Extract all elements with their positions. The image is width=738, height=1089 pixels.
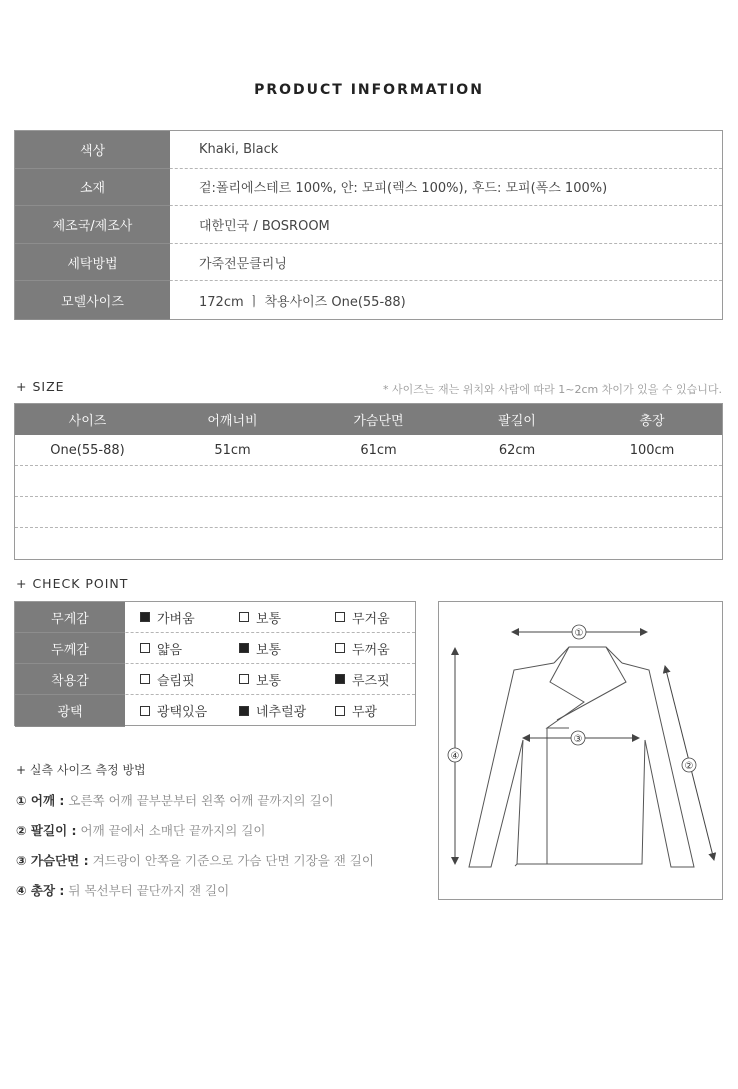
info-value: Khaki, Black (199, 141, 279, 157)
check-option (125, 664, 225, 694)
check-label: 광택 (15, 695, 125, 727)
info-label: 색상 (15, 131, 170, 169)
check-option (323, 602, 415, 632)
info-row-material (15, 169, 722, 207)
info-label: 소재 (15, 169, 170, 207)
info-value: 가죽전문클리닝 (199, 256, 287, 272)
checkbox-icon (239, 706, 249, 716)
marker-4: ④ (450, 751, 460, 762)
check-option (125, 633, 225, 663)
method-text: 어깨 끝에서 소매단 끝까지의 길이 (76, 823, 266, 838)
option-label: 두꺼움 (352, 642, 390, 658)
checkbox-icon (140, 612, 150, 622)
size-table-header (15, 404, 722, 435)
jacket-diagram-icon (439, 602, 724, 901)
option-label: 무거움 (352, 611, 390, 627)
option-label: 슬림핏 (157, 673, 195, 689)
check-row-thickness (15, 633, 415, 664)
method-label: ③ 가슴단면 : (16, 853, 89, 868)
check-option (225, 633, 323, 663)
check-option (225, 602, 323, 632)
check-label: 착용감 (15, 664, 125, 695)
option-label: 무광 (352, 705, 378, 720)
checkbox-icon (140, 706, 150, 716)
checkbox-icon (335, 706, 345, 716)
check-row-gloss (15, 695, 415, 726)
check-option (323, 633, 415, 663)
check-row-weight (15, 602, 415, 633)
check-row-fit (15, 664, 415, 695)
size-header-cell: 사이즈 (68, 414, 107, 429)
page-title: PRODUCT INFORMATION (254, 82, 484, 98)
table-row-empty (15, 497, 722, 528)
checkbox-icon (140, 674, 150, 684)
marker-3: ③ (573, 734, 583, 745)
info-label: 모델사이즈 (15, 281, 170, 320)
option-label: 보통 (256, 673, 282, 689)
option-label: 가벼움 (157, 611, 195, 627)
checkbox-icon (335, 612, 345, 622)
size-heading: + SIZE (16, 379, 65, 394)
size-cell: 51cm (214, 442, 251, 458)
check-point-table (14, 601, 416, 726)
method-label: ① 어깨 : (16, 793, 65, 808)
method-label: ④ 총장 : (16, 883, 65, 898)
checkbox-icon (239, 612, 249, 622)
method-item (16, 851, 374, 869)
info-row-manufacturer (15, 206, 722, 244)
option-label: 얇음 (157, 642, 183, 658)
method-item (16, 881, 229, 899)
check-label: 두께감 (15, 633, 125, 664)
table-row-empty (15, 466, 722, 497)
method-text: 오른쪽 어깨 끝부분부터 왼쪽 어깨 끝까지의 길이 (64, 793, 334, 808)
marker-1: ① (574, 628, 584, 639)
check-option (323, 695, 415, 726)
checkbox-icon (239, 674, 249, 684)
measurement-diagram (438, 601, 723, 900)
size-note: * 사이즈는 재는 위치와 사람에 따라 1~2cm 차이가 있을 수 있습니다. (383, 383, 722, 396)
info-value: 대한민국 / BOSROOM (199, 218, 330, 234)
method-title: + 실측 사이즈 측정 방법 (16, 763, 146, 777)
option-label: 루즈핏 (352, 673, 390, 689)
size-header-cell: 팔길이 (498, 414, 536, 429)
size-header-cell: 가슴단면 (353, 414, 404, 429)
check-label: 무게감 (15, 602, 125, 633)
checkbox-icon (140, 643, 150, 653)
size-cell: 100cm (629, 442, 675, 458)
info-row-color (15, 131, 722, 169)
size-cell: 61cm (360, 442, 397, 458)
check-option (323, 664, 415, 694)
method-text: 뒤 목선부터 끝단까지 잰 길이 (64, 883, 230, 898)
check-option (225, 695, 323, 726)
info-value: 겉:폴리에스테르 100%, 안: 모피(렉스 100%), 후드: 모피(폭스 100%) (199, 181, 608, 197)
check-option (125, 695, 225, 726)
product-info-table (14, 130, 723, 320)
info-label: 제조국/제조사 (15, 206, 170, 244)
option-label: 보통 (256, 642, 282, 658)
check-point-heading: + CHECK POINT (16, 576, 129, 591)
check-option (125, 602, 225, 632)
method-item (16, 791, 334, 809)
method-item (16, 821, 265, 839)
size-cell: 62cm (498, 442, 536, 458)
info-value: 172cm ㅣ 착용사이즈 One(55-88) (199, 294, 406, 310)
option-label: 보통 (256, 611, 282, 627)
size-table (14, 403, 723, 560)
table-row (15, 435, 722, 466)
table-row-empty (15, 528, 722, 559)
size-cell: One(55-88) (50, 442, 125, 458)
checkbox-icon (335, 674, 345, 684)
method-text: 겨드랑이 안쪽을 기준으로 가슴 단면 기장을 잰 길이 (88, 853, 374, 868)
option-label: 네추럴광 (256, 705, 307, 720)
info-label: 세탁방법 (15, 244, 170, 282)
checkbox-icon (239, 643, 249, 653)
size-header-cell: 어깨너비 (207, 414, 258, 429)
size-header-cell: 총장 (639, 414, 665, 429)
option-label: 광택있음 (157, 705, 208, 720)
marker-2: ② (684, 761, 694, 772)
checkbox-icon (335, 643, 345, 653)
info-row-model-size (15, 281, 722, 319)
check-option (225, 664, 323, 694)
method-label: ② 팔길이 : (16, 823, 77, 838)
info-row-washing (15, 244, 722, 282)
